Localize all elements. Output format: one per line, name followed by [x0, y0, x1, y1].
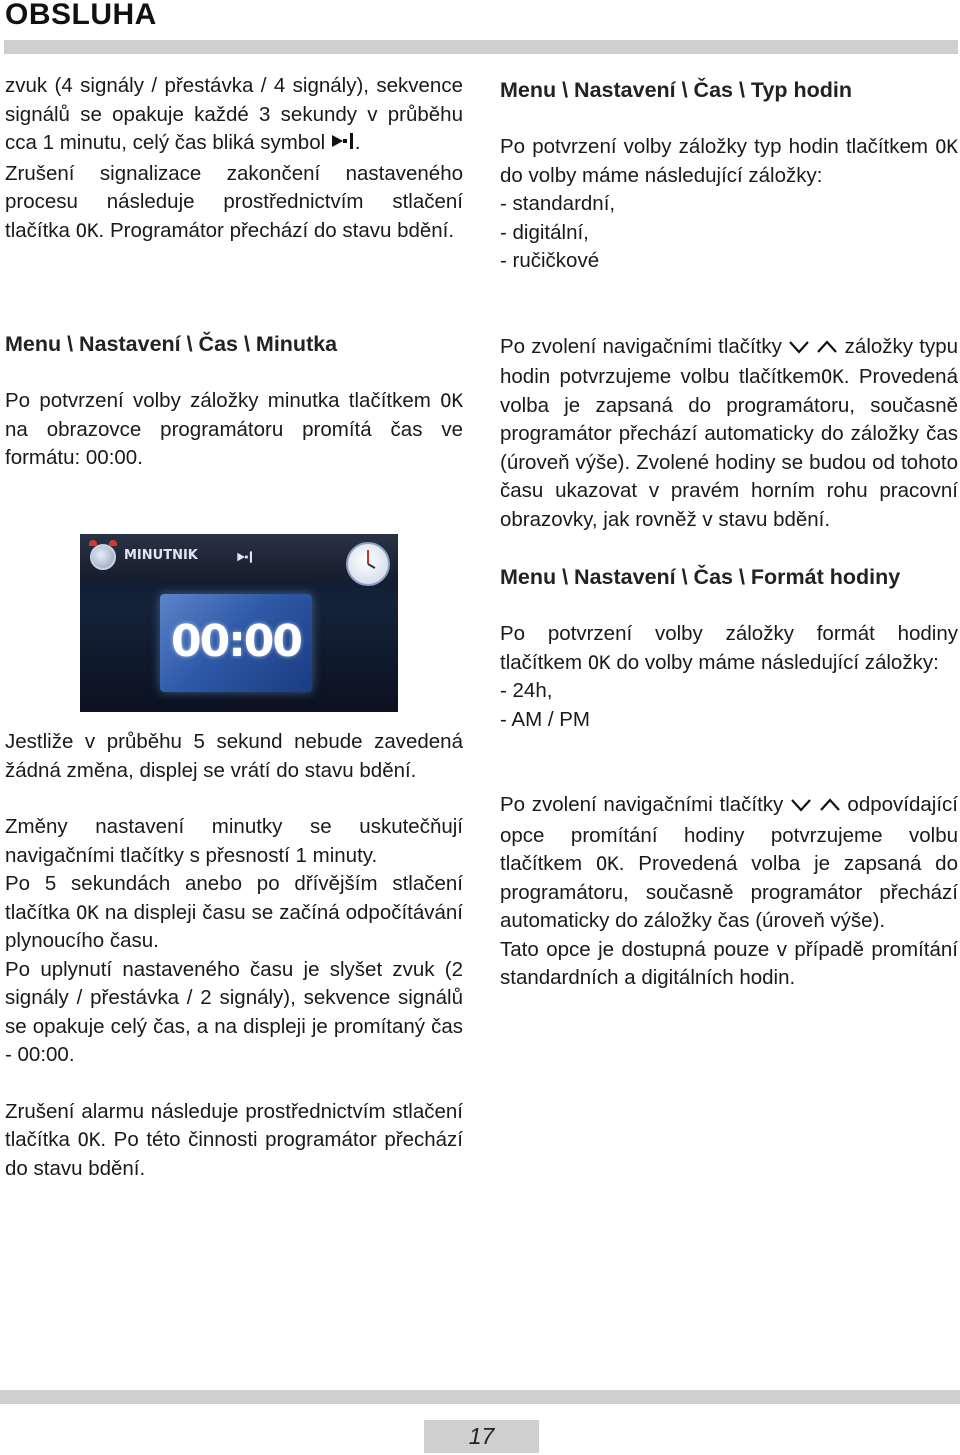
time-panel: [160, 594, 312, 692]
chevron-up-icon: [816, 335, 838, 364]
paragraph-countdown: Po 5 sekundách anebo po dřívějším stlačení tlačítka OK na displeji času se začíná odpočítávání plynoucího času.: [5, 872, 464, 952]
clock-icon: [346, 542, 390, 586]
ok-key-label: OK: [595, 853, 619, 875]
paragraph-typ-confirm: Po potvrzení volby záložky typ hodin tlačítkem OK do volby máme následující záložky:: [500, 135, 958, 187]
paragraph-format-confirm: Po potvrzení volby záložky formát hodiny tlačítkem OK do volby máme následující záložky:: [500, 622, 958, 674]
footer-divider: [0, 1390, 960, 1404]
chevron-up-icon: [819, 793, 841, 822]
page-number: 17: [424, 1420, 539, 1453]
list-typ-hodin: [500, 190, 958, 276]
ok-key-label: OK: [440, 390, 464, 412]
timer-display: 00:00: [170, 616, 302, 667]
header-divider: [4, 40, 958, 54]
list-item: - digitální,: [500, 220, 589, 244]
chevron-down-icon: [790, 793, 812, 822]
screen-title: MINUTNIK: [124, 548, 198, 563]
page-title: OBSLUHA: [5, 0, 157, 31]
timer-end-icon: [236, 550, 254, 567]
ok-key-label: OK: [75, 219, 99, 242]
ok-key-label: OK: [77, 1129, 101, 1151]
paragraph-signal: zvuk (4 signály / přestávka / 4 signály), sekvence signálů se opakuje každé 3 sekundy v průběhu cca 1 minutu, celý čas bliká symbol .: [5, 72, 463, 160]
ok-key-label: OK: [935, 136, 958, 158]
list-item: - ručičkové: [500, 249, 600, 272]
ok-key-label: OK: [820, 366, 844, 388]
paragraph-adjust: Změny nastavení minutky se uskutečňují navigačními tlačítky s přesností 1 minuty.: [5, 815, 463, 867]
list-format-hodiny: [500, 677, 958, 734]
heading-minutka: Menu \ Nastavení \ Čas \ Minutka: [5, 332, 338, 356]
paragraph-typ-select: Po zvolení navigačními tlačítky záložky typu hodin potvrzujeme volbu tlačítkemOK. Provedená volba je zapsaná do programátoru, současně programátor přechází automaticky do záložky čas (úroveň výše). Zvolené hodiny se budou od tohoto času ukazovat v pravém horním rohu pracovní obrazovky, jak rovněž v stavu bdění.: [500, 334, 959, 531]
heading-typ-hodin: Menu \ Nastavení \ Čas \ Typ hodin: [500, 78, 853, 102]
list-item: - 24h,: [500, 679, 553, 702]
right-column: [500, 76, 958, 993]
paragraph-format-select: Po zvolení navigačními tlačítky odpovídající opce promítání hodiny potvrzujeme volbu tlačítkem OK. Provedená volba je zapsaná do programátoru, současně programátor přechází automaticky do záložky čas (úroveň výše).: [500, 793, 958, 932]
ok-key-label: OK: [75, 901, 99, 924]
paragraph-elapsed: Po uplynutí nastaveného času je slyšet zvuk (2 signály / přestávka / 2 signály), sekvence signálů se opakuje celý čas, a na displeji je promítaný čas - 00:00.: [5, 957, 463, 1066]
ok-key-label: OK: [587, 651, 611, 674]
left-column-minutka: [5, 330, 463, 473]
left-column-bottom: [5, 728, 463, 1183]
chevron-down-icon: [788, 335, 810, 364]
minutnik-screen-image: [80, 534, 398, 712]
timer-end-icon: [331, 131, 355, 160]
heading-format-hodiny: Menu \ Nastavení \ Čas \ Formát hodiny: [500, 565, 901, 589]
paragraph-minutka-confirm: Po potvrzení volby záložky minutka tlačítkem OK na obrazovce programátoru promítá čas ve formátu: 00:00.: [5, 389, 464, 469]
paragraph-cancel-signal: Zrušení signalizace zakončení nastaveného procesu následuje prostřednictvím stlačení tlačítka OK. Programátor přechází do stavu bdění.: [5, 161, 463, 242]
list-item: - AM / PM: [500, 707, 590, 731]
paragraph-timeout: Jestliže v průběhu 5 sekund nebude zavedená žádná změna, displej se vrátí do stavu bdění.: [5, 730, 463, 782]
paragraph-cancel-alarm: Zrušení alarmu následuje prostřednictvím stlačení tlačítka OK. Po této činnosti programátor přechází do stavu bdění.: [5, 1099, 463, 1180]
alarm-clock-icon: [90, 544, 116, 570]
paragraph-availability: Tato opce je dostupná pouze v případě promítání standardních a digitálních hodin.: [500, 937, 958, 989]
left-column-top: [5, 72, 463, 245]
list-item: - standardní,: [500, 192, 616, 215]
